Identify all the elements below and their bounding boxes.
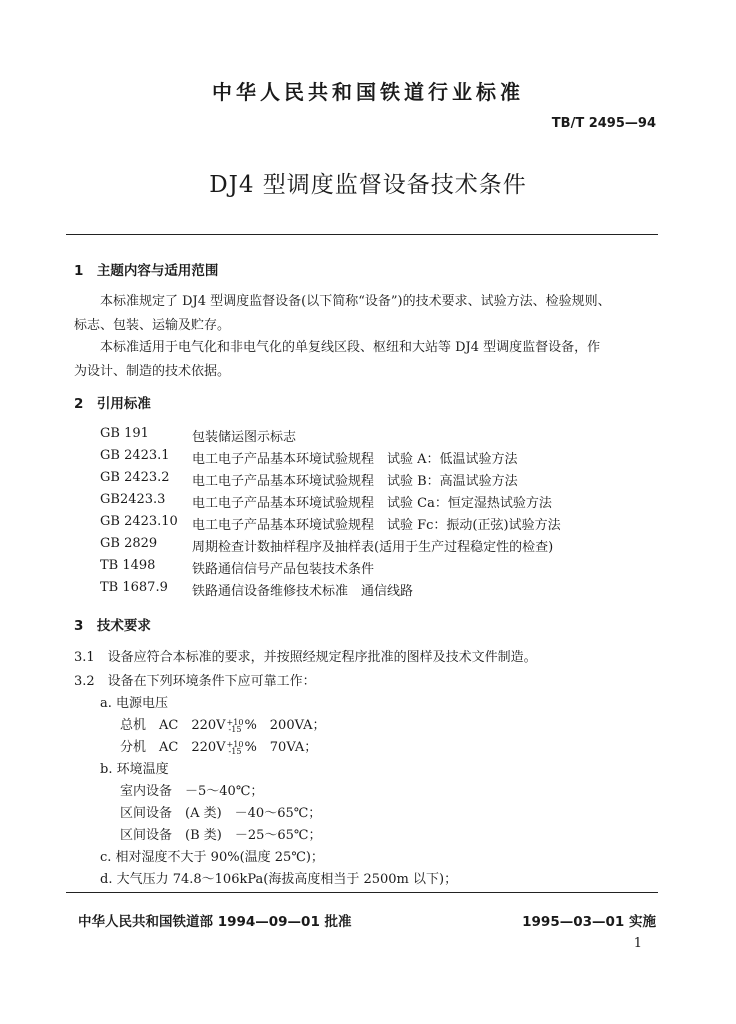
condition-b-label: b. 环境温度 xyxy=(100,762,169,777)
ref-code: GB 2423.2 xyxy=(100,470,170,485)
ref-title: 铁路通信设备维修技术标准 通信线路 xyxy=(192,584,414,599)
ref-title: 电工电子产品基本环境试验规程 试验 Fc：振动(正弦)试验方法 xyxy=(192,518,561,533)
ref-code: TB 1498 xyxy=(100,558,156,573)
section-1-paragraph-1-line-1: 本标准规定了 DJ4 型调度监督设备(以下简称“设备”)的技术要求、试验方法、检验规则、 xyxy=(100,294,611,309)
temp-section-a: 区间设备 (A 类) －40～65℃； xyxy=(120,806,322,821)
ref-code: TB 1687.9 xyxy=(100,580,168,595)
power-main-unit xyxy=(120,714,326,733)
ref-code: GB 191 xyxy=(100,426,149,441)
ref-title: 电工电子产品基本环境试验规程 试验 B：高温试验方法 xyxy=(192,474,518,489)
section-2-heading: 2 引用标准 xyxy=(74,396,151,412)
condition-c-humidity: c. 相对湿度不大于 90%(温度 25℃)； xyxy=(100,850,324,865)
ref-title: 电工电子产品基本环境试验规程 试验 Ca：恒定湿热试验方法 xyxy=(192,496,552,511)
temp-indoor: 室内设备 －5～40℃； xyxy=(120,784,264,799)
condition-d-pressure: d. 大气压力 74.8～106kPa(海拔高度相当于 2500m 以下)； xyxy=(100,872,458,887)
page-number: 1 xyxy=(633,936,642,951)
power-sub-unit xyxy=(120,736,317,755)
tolerance-lower: -15 xyxy=(228,724,242,734)
clause-3-1: 3.1 设备应符合本标准的要求，并按照经规定程序批准的图样及技术文件制造。 xyxy=(74,650,537,665)
section-1-paragraph-2-line-1: 本标准适用于电气化和非电气化的单复线区段、枢纽和大站等 DJ4 型调度监督设备，作 xyxy=(100,340,601,355)
tolerance xyxy=(227,719,244,733)
tolerance-lower: -15 xyxy=(228,746,242,756)
header-divider xyxy=(66,234,658,235)
condition-a-label: a. 电源电压 xyxy=(100,696,169,711)
section-1-paragraph-1-line-2: 标志、包装、运输及贮存。 xyxy=(74,318,231,333)
section-1-paragraph-2-line-2: 为设计、制造的技术依据。 xyxy=(74,364,231,379)
ref-title: 电工电子产品基本环境试验规程 试验 A：低温试验方法 xyxy=(192,452,518,467)
temp-section-b: 区间设备 (B 类) －25～65℃； xyxy=(120,828,322,843)
tolerance xyxy=(227,741,244,755)
ref-title: 包装储运图示标志 xyxy=(192,430,297,445)
tolerance-upper: +10 xyxy=(226,717,244,727)
tolerance-upper: +10 xyxy=(226,739,244,749)
ref-title: 周期检查计数抽样程序及抽样表(适用于生产过程稳定性的检查) xyxy=(192,540,554,555)
section-3-heading: 3 技术要求 xyxy=(74,618,151,634)
power-main-label: 总机 AC 220V xyxy=(120,718,226,733)
standard-code: TB/T 2495—94 xyxy=(551,116,656,131)
ref-code: GB2423.3 xyxy=(100,492,166,507)
effective-date: 1995—03—01 实施 xyxy=(522,914,656,930)
section-1-heading: 1 主题内容与适用范围 xyxy=(74,263,219,279)
ref-title: 铁路通信信号产品包装技术条件 xyxy=(192,562,375,577)
ref-code: GB 2423.10 xyxy=(100,514,178,529)
power-sub-rating: % 70VA； xyxy=(244,740,318,755)
document-title: DJ4 型调度监督设备技术条件 xyxy=(209,172,527,198)
clause-3-2: 3.2 设备在下列环境条件下应可靠工作： xyxy=(74,674,316,689)
ref-code: GB 2829 xyxy=(100,536,158,551)
org-title: 中华人民共和国铁道行业标准 xyxy=(212,80,524,104)
power-sub-label: 分机 AC 220V xyxy=(120,740,226,755)
footer-divider xyxy=(66,892,658,893)
power-main-rating: % 200VA； xyxy=(244,718,326,733)
ref-code: GB 2423.1 xyxy=(100,448,170,463)
approval-line: 中华人民共和国铁道部 1994—09—01 批准 xyxy=(78,914,352,930)
